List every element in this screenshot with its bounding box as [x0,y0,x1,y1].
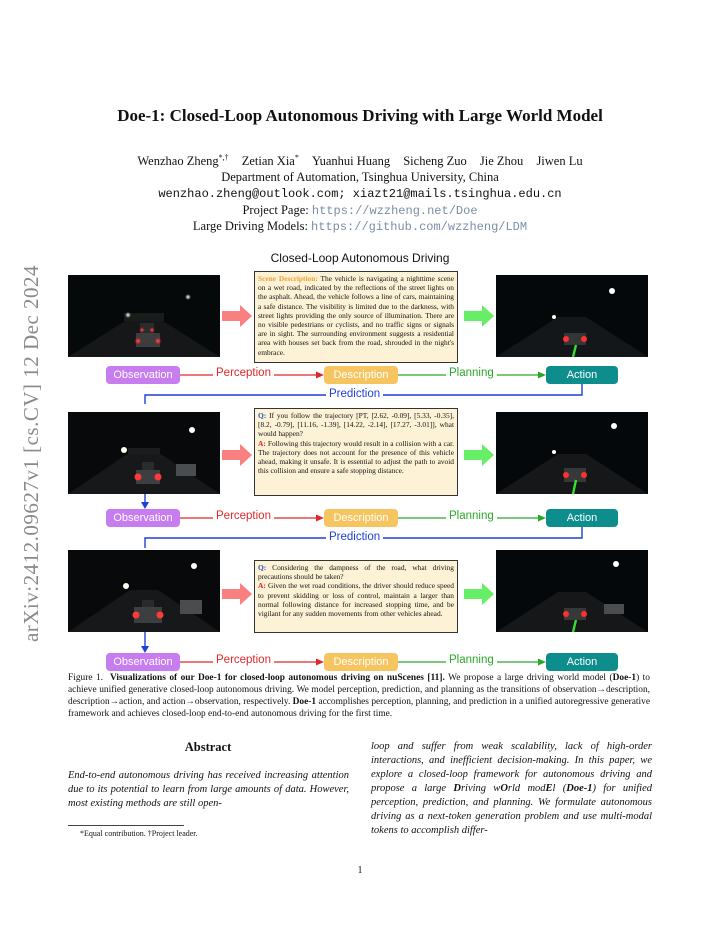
description-node: Description [324,653,398,671]
author: Zetian Xia* [241,153,299,169]
arxiv-id: arXiv:2412.09627v1 [cs.CV] 12 Dec 2024 [19,264,44,642]
perception-label: Perception [213,654,274,666]
answer-text: Following this trajectory would result in a collision with a car. The trajectory does not account for the presence of this vehicle ahead, making it unsafe. It is essential to adjust the path to avoid this collision and ensure a safe stopping distance. [258,438,454,476]
observation-node: Observation [106,366,180,384]
big-arrow-green [464,583,494,605]
observation-node: Observation [106,653,180,671]
scene-image-action-3 [496,550,648,632]
author: Jie Zhou [479,154,524,169]
planning-label: Planning [446,654,497,666]
action-node: Action [546,509,618,527]
question-label: Q: [258,411,267,420]
description-node: Description [324,509,398,527]
footnote-rule [68,825,184,826]
author: Yuanhui Huang [311,154,391,169]
answer-text: Given the wet road conditions, the driver should reduce speed to prevent skidding or loss of control, maintain a larger than normal following distance for increased stopping time, and be vigilant for any sudden movements from other vehicles ahead. [258,581,454,619]
abstract-heading: Abstract [184,740,232,754]
big-arrow-pink [222,444,252,466]
scene-description-box [254,271,458,363]
action-node: Action [546,653,618,671]
author: Jiwen Lu [536,154,583,169]
big-arrow-green [464,444,494,466]
scene-image-action-2 [496,412,648,494]
scene-description-label: Scene Description: [258,274,318,283]
question-text: If you follow the trajectory [PT, [2.62, -0.09], [5.33, -0.35], [8.2, -0.79], [11.16, -1.39], [14.22, -2.14], [17.27, -3.01]], what would happen? [258,411,454,439]
abstract-left-column: End-to-end autonomous driving has received increasing attention due to its potential to learn from large amounts of data. However, most existing methods are still open- [68,770,349,809]
answer-label: A: [258,438,266,448]
question-text: Considering the dampness of the road, what driving precautions should be taken? [258,563,454,582]
perception-label: Perception [213,510,274,522]
page-number: 1 [357,865,363,876]
ldm-page: Large Driving Models: https://github.com/wzzheng/LDM [192,219,528,234]
answer-label: A: [258,581,266,591]
footnote: *Equal contribution. †Project leader. [80,829,198,838]
scene-image-observation-1 [68,275,220,357]
author-list [0,153,720,169]
scene-image-action-1 [496,275,648,357]
figure-caption: Figure 1. Visualizations of our Doe-1 for closed-loop autonomous driving on nuScenes [11]. We propose a large driving world model (Doe-1) to achieve unified generative closed-loop autonomous driving. We model perception, prediction, and planning as the transitions of observation→description, description→action, and action→observation, respectively. Doe-1 accomplishes perception, planning, and prediction in a unified autoregressive generative framework and achieves closed-loop end-to-end autonomous driving for the first time. [68,673,650,719]
project-page: Project Page: https://wzzheng.net/Doe [242,203,478,218]
planning-label: Planning [446,510,497,522]
big-arrow-pink [222,583,252,605]
qa-box-2 [254,560,458,633]
scene-image-observation-2 [68,412,220,494]
affiliation: Department of Automation, Tsinghua University, China [221,170,499,184]
perception-label: Perception [213,367,274,379]
figure-title: Closed-Loop Autonomous Driving [270,251,450,265]
scene-image-observation-3 [68,550,220,632]
planning-label: Planning [446,367,497,379]
action-node: Action [546,366,618,384]
scene-description-text: The vehicle is navigating a nighttime scene on a wet road, indicated by the reflections of the street lights on the asphalt. Ahead, the vehicle follows a line of cars, maintaining a safe distance. The visibility is limited due to the darkness, with street lights providing the only source of illumination. There are no visible pedestrians or cyclists, and no traffic signs or signals are in sight. The surrounding environment suggests a residential area with houses set back from the road, shrouded in the night's embrace. [258,274,455,357]
project-page-link[interactable]: https://wzzheng.net/Doe [311,204,478,218]
big-arrow-pink [222,305,252,327]
arxiv-stamp [14,248,50,658]
ldm-link[interactable]: https://github.com/wzzheng/LDM [311,220,528,234]
qa-box-1 [254,408,458,496]
author: Sicheng Zuo [403,154,467,169]
abstract-right-column: loop and suffer from weak scalability, lack of high-order interactions, and inefficient decision-making. In this paper, we explore a closed-loop framework for autonomous driving and propose a large Driving wOrld modEl (Doe-1) for unified perception, prediction, and planning. We formulate autonomous driving as a next-token generation problem and use multi-modal tokens to accomplish differ- [371,741,652,836]
description-node: Description [324,366,398,384]
big-arrow-green [464,305,494,327]
author-emails: wenzhao.zheng@outlook.com; xiazt21@mails.tsinghua.edu.cn [158,187,562,201]
observation-node: Observation [106,509,180,527]
paper-title: Doe-1: Closed-Loop Autonomous Driving with Large World Model [117,106,603,125]
author: Wenzhao Zheng*,† [137,153,229,169]
question-label: Q: [258,563,267,572]
prediction-label: Prediction [326,388,383,400]
prediction-label: Prediction [326,531,383,543]
